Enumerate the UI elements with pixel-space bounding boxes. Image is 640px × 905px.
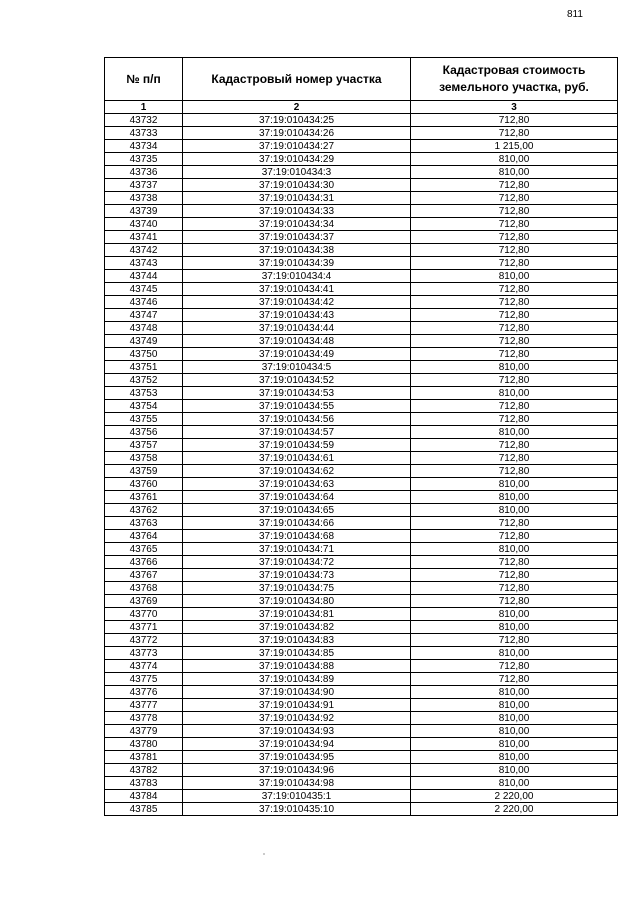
cadastral-value-cell: 712,80: [411, 309, 618, 322]
table-row: [105, 439, 618, 452]
table-row: [105, 504, 618, 517]
row-index-cell: 43738: [105, 192, 183, 205]
row-index-cell: 43783: [105, 777, 183, 790]
row-index-cell: 43772: [105, 634, 183, 647]
cadastral-value-cell: 810,00: [411, 504, 618, 517]
table-row: [105, 270, 618, 283]
cadastral-number-cell: 37:19:010434:42: [183, 296, 411, 309]
cadastral-number-cell: 37:19:010434:56: [183, 413, 411, 426]
table-row: [105, 257, 618, 270]
table-row: [105, 179, 618, 192]
header-cadastral-value: Кадастровая стоимость земельного участка, руб.: [411, 58, 618, 101]
table-row: [105, 426, 618, 439]
cadastral-value-cell: 810,00: [411, 686, 618, 699]
cadastral-number-cell: 37:19:010434:29: [183, 153, 411, 166]
table-row: [105, 491, 618, 504]
cadastral-number-cell: 37:19:010434:72: [183, 556, 411, 569]
cadastral-number-cell: 37:19:010434:89: [183, 673, 411, 686]
row-index-cell: 43737: [105, 179, 183, 192]
row-index-cell: 43767: [105, 569, 183, 582]
cadastral-value-cell: 810,00: [411, 699, 618, 712]
cadastral-value-cell: 712,80: [411, 231, 618, 244]
table-row: [105, 140, 618, 153]
row-index-cell: 43743: [105, 257, 183, 270]
cadastral-number-cell: 37:19:010434:83: [183, 634, 411, 647]
scan-speck: [263, 853, 265, 855]
table-row: [105, 582, 618, 595]
row-index-cell: 43753: [105, 387, 183, 400]
row-index-cell: 43775: [105, 673, 183, 686]
row-index-cell: 43745: [105, 283, 183, 296]
row-index-cell: 43748: [105, 322, 183, 335]
cadastral-number-cell: 37:19:010434:43: [183, 309, 411, 322]
cadastral-number-cell: 37:19:010434:52: [183, 374, 411, 387]
cadastral-number-cell: 37:19:010434:92: [183, 712, 411, 725]
cadastral-value-cell: 712,80: [411, 530, 618, 543]
table-row: [105, 621, 618, 634]
table-row: [105, 751, 618, 764]
row-index-cell: 43742: [105, 244, 183, 257]
row-index-cell: 43769: [105, 595, 183, 608]
row-index-cell: 43782: [105, 764, 183, 777]
row-index-cell: 43746: [105, 296, 183, 309]
row-index-cell: 43747: [105, 309, 183, 322]
cadastral-value-cell: 810,00: [411, 166, 618, 179]
cadastral-value-cell: 810,00: [411, 712, 618, 725]
cadastral-number-cell: 37:19:010434:66: [183, 517, 411, 530]
row-index-cell: 43740: [105, 218, 183, 231]
cadastral-number-cell: 37:19:010434:73: [183, 569, 411, 582]
cadastral-table: [104, 57, 618, 816]
table-row: [105, 452, 618, 465]
cadastral-value-cell: 810,00: [411, 478, 618, 491]
cadastral-number-cell: 37:19:010434:94: [183, 738, 411, 751]
row-index-cell: 43764: [105, 530, 183, 543]
cadastral-value-cell: 810,00: [411, 426, 618, 439]
table-row: [105, 205, 618, 218]
cadastral-number-cell: 37:19:010434:88: [183, 660, 411, 673]
cadastral-number-cell: 37:19:010434:82: [183, 621, 411, 634]
row-index-cell: 43750: [105, 348, 183, 361]
table-row: [105, 335, 618, 348]
row-index-cell: 43732: [105, 114, 183, 127]
table-row: [105, 647, 618, 660]
cadastral-value-cell: 810,00: [411, 751, 618, 764]
table-row: [105, 712, 618, 725]
cadastral-number-cell: 37:19:010434:80: [183, 595, 411, 608]
row-index-cell: 43784: [105, 790, 183, 803]
table-row: [105, 166, 618, 179]
cadastral-number-cell: 37:19:010434:48: [183, 335, 411, 348]
row-index-cell: 43765: [105, 543, 183, 556]
cadastral-number-cell: 37:19:010434:98: [183, 777, 411, 790]
row-index-cell: 43779: [105, 725, 183, 738]
table-row: [105, 738, 618, 751]
table-row: [105, 777, 618, 790]
row-index-cell: 43776: [105, 686, 183, 699]
table-row: [105, 127, 618, 140]
table-row: [105, 725, 618, 738]
cadastral-value-cell: 712,80: [411, 569, 618, 582]
table-row: [105, 595, 618, 608]
cadastral-value-cell: 712,80: [411, 127, 618, 140]
table-row: [105, 400, 618, 413]
table-row: [105, 361, 618, 374]
table-row: [105, 634, 618, 647]
table-row: [105, 231, 618, 244]
row-index-cell: 43756: [105, 426, 183, 439]
cadastral-number-cell: 37:19:010434:59: [183, 439, 411, 452]
cadastral-value-cell: 712,80: [411, 257, 618, 270]
cadastral-value-cell: 712,80: [411, 582, 618, 595]
row-index-cell: 43757: [105, 439, 183, 452]
cadastral-value-cell: 810,00: [411, 608, 618, 621]
cadastral-value-cell: 712,80: [411, 556, 618, 569]
cadastral-number-cell: 37:19:010435:10: [183, 803, 411, 816]
table-row: [105, 673, 618, 686]
cadastral-number-cell: 37:19:010434:53: [183, 387, 411, 400]
row-index-cell: 43760: [105, 478, 183, 491]
table-row: [105, 348, 618, 361]
table-row: [105, 699, 618, 712]
cadastral-value-cell: 712,80: [411, 114, 618, 127]
cadastral-number-cell: 37:19:010434:93: [183, 725, 411, 738]
table-row: [105, 309, 618, 322]
table-row: [105, 322, 618, 335]
cadastral-value-cell: 712,80: [411, 322, 618, 335]
table-row: [105, 413, 618, 426]
table-row: [105, 790, 618, 803]
cadastral-number-cell: 37:19:010434:37: [183, 231, 411, 244]
table-row: [105, 218, 618, 231]
cadastral-value-cell: 712,80: [411, 374, 618, 387]
cadastral-value-cell: 712,80: [411, 179, 618, 192]
cadastral-number-cell: 37:19:010434:62: [183, 465, 411, 478]
row-index-cell: 43762: [105, 504, 183, 517]
cadastral-value-cell: 712,80: [411, 335, 618, 348]
table-row: [105, 543, 618, 556]
cadastral-number-cell: 37:19:010434:90: [183, 686, 411, 699]
cadastral-value-cell: 810,00: [411, 764, 618, 777]
cadastral-value-cell: 712,80: [411, 296, 618, 309]
cadastral-value-cell: 712,80: [411, 465, 618, 478]
cadastral-value-cell: 2 220,00: [411, 803, 618, 816]
cadastral-number-cell: 37:19:010434:55: [183, 400, 411, 413]
cadastral-value-cell: 712,80: [411, 400, 618, 413]
table-row: [105, 192, 618, 205]
row-index-cell: 43785: [105, 803, 183, 816]
cadastral-number-cell: 37:19:010434:75: [183, 582, 411, 595]
cadastral-value-cell: 712,80: [411, 673, 618, 686]
cadastral-value-cell: 712,80: [411, 205, 618, 218]
cadastral-value-cell: 712,80: [411, 452, 618, 465]
row-index-cell: 43778: [105, 712, 183, 725]
row-index-cell: 43749: [105, 335, 183, 348]
cadastral-number-cell: 37:19:010434:81: [183, 608, 411, 621]
cadastral-value-cell: 810,00: [411, 777, 618, 790]
cadastral-number-cell: 37:19:010434:61: [183, 452, 411, 465]
table-row: [105, 686, 618, 699]
cadastral-number-cell: 37:19:010434:39: [183, 257, 411, 270]
table-row: [105, 530, 618, 543]
row-index-cell: 43739: [105, 205, 183, 218]
table-row: [105, 296, 618, 309]
cadastral-number-cell: 37:19:010434:49: [183, 348, 411, 361]
row-index-cell: 43733: [105, 127, 183, 140]
row-index-cell: 43758: [105, 452, 183, 465]
cadastral-value-cell: 810,00: [411, 621, 618, 634]
cadastral-number-cell: 37:19:010434:38: [183, 244, 411, 257]
cadastral-number-cell: 37:19:010434:63: [183, 478, 411, 491]
table-row: [105, 114, 618, 127]
cadastral-number-cell: 37:19:010434:68: [183, 530, 411, 543]
row-index-cell: 43761: [105, 491, 183, 504]
table-row: [105, 244, 618, 257]
cadastral-number-cell: 37:19:010434:31: [183, 192, 411, 205]
table-row: [105, 283, 618, 296]
row-index-cell: 43741: [105, 231, 183, 244]
table-row: [105, 764, 618, 777]
row-index-cell: 43781: [105, 751, 183, 764]
cadastral-value-cell: 712,80: [411, 283, 618, 296]
table-row: [105, 556, 618, 569]
table-row: [105, 153, 618, 166]
cadastral-number-cell: 37:19:010434:65: [183, 504, 411, 517]
row-index-cell: 43734: [105, 140, 183, 153]
cadastral-value-cell: 810,00: [411, 738, 618, 751]
cadastral-number-cell: 37:19:010434:64: [183, 491, 411, 504]
row-index-cell: 43773: [105, 647, 183, 660]
cadastral-number-cell: 37:19:010434:25: [183, 114, 411, 127]
cadastral-value-cell: 810,00: [411, 543, 618, 556]
row-index-cell: 43759: [105, 465, 183, 478]
cadastral-number-cell: 37:19:010434:26: [183, 127, 411, 140]
column-number-row: [105, 101, 618, 114]
row-index-cell: 43774: [105, 660, 183, 673]
table-row: [105, 660, 618, 673]
row-index-cell: 43752: [105, 374, 183, 387]
row-index-cell: 43744: [105, 270, 183, 283]
row-index-cell: 43780: [105, 738, 183, 751]
cadastral-number-cell: 37:19:010434:96: [183, 764, 411, 777]
page-number: 811: [567, 9, 583, 20]
table-row: [105, 517, 618, 530]
row-index-cell: 43766: [105, 556, 183, 569]
column-number-1: 1: [105, 101, 183, 114]
cadastral-value-cell: 712,80: [411, 218, 618, 231]
cadastral-number-cell: 37:19:010434:95: [183, 751, 411, 764]
cadastral-value-cell: 712,80: [411, 660, 618, 673]
cadastral-number-cell: 37:19:010434:41: [183, 283, 411, 296]
cadastral-number-cell: 37:19:010434:44: [183, 322, 411, 335]
cadastral-number-cell: 37:19:010434:85: [183, 647, 411, 660]
cadastral-number-cell: 37:19:010435:1: [183, 790, 411, 803]
column-number-3: 3: [411, 101, 618, 114]
cadastral-number-cell: 37:19:010434:57: [183, 426, 411, 439]
row-index-cell: 43754: [105, 400, 183, 413]
cadastral-value-cell: 1 215,00: [411, 140, 618, 153]
table-row: [105, 608, 618, 621]
cadastral-value-cell: 712,80: [411, 595, 618, 608]
column-number-2: 2: [183, 101, 411, 114]
cadastral-value-cell: 712,80: [411, 517, 618, 530]
cadastral-value-cell: 712,80: [411, 634, 618, 647]
row-index-cell: 43763: [105, 517, 183, 530]
header-row: [105, 58, 618, 101]
row-index-cell: 43735: [105, 153, 183, 166]
row-index-cell: 43751: [105, 361, 183, 374]
cadastral-value-cell: 810,00: [411, 491, 618, 504]
header-index: № п/п: [105, 58, 183, 101]
row-index-cell: 43777: [105, 699, 183, 712]
row-index-cell: 43768: [105, 582, 183, 595]
row-index-cell: 43771: [105, 621, 183, 634]
cadastral-number-cell: 37:19:010434:4: [183, 270, 411, 283]
cadastral-number-cell: 37:19:010434:71: [183, 543, 411, 556]
row-index-cell: 43770: [105, 608, 183, 621]
cadastral-value-cell: 810,00: [411, 725, 618, 738]
cadastral-number-cell: 37:19:010434:91: [183, 699, 411, 712]
table-row: [105, 478, 618, 491]
table-row: [105, 387, 618, 400]
table-row: [105, 569, 618, 582]
cadastral-value-cell: 810,00: [411, 270, 618, 283]
table-header: [105, 58, 618, 114]
cadastral-number-cell: 37:19:010434:33: [183, 205, 411, 218]
table-body: [105, 114, 618, 816]
cadastral-value-cell: 712,80: [411, 439, 618, 452]
cadastral-number-cell: 37:19:010434:27: [183, 140, 411, 153]
row-index-cell: 43736: [105, 166, 183, 179]
table-row: [105, 803, 618, 816]
cadastral-value-cell: 712,80: [411, 413, 618, 426]
header-cadastral-number: Кадастровый номер участка: [183, 58, 411, 101]
cadastral-number-cell: 37:19:010434:5: [183, 361, 411, 374]
cadastral-number-cell: 37:19:010434:34: [183, 218, 411, 231]
row-index-cell: 43755: [105, 413, 183, 426]
table-row: [105, 465, 618, 478]
cadastral-value-cell: 810,00: [411, 647, 618, 660]
cadastral-value-cell: 810,00: [411, 387, 618, 400]
cadastral-value-cell: 810,00: [411, 361, 618, 374]
cadastral-value-cell: 712,80: [411, 192, 618, 205]
cadastral-value-cell: 712,80: [411, 348, 618, 361]
cadastral-value-cell: 712,80: [411, 244, 618, 257]
cadastral-value-cell: 2 220,00: [411, 790, 618, 803]
table-row: [105, 374, 618, 387]
cadastral-number-cell: 37:19:010434:30: [183, 179, 411, 192]
cadastral-number-cell: 37:19:010434:3: [183, 166, 411, 179]
cadastral-value-cell: 810,00: [411, 153, 618, 166]
